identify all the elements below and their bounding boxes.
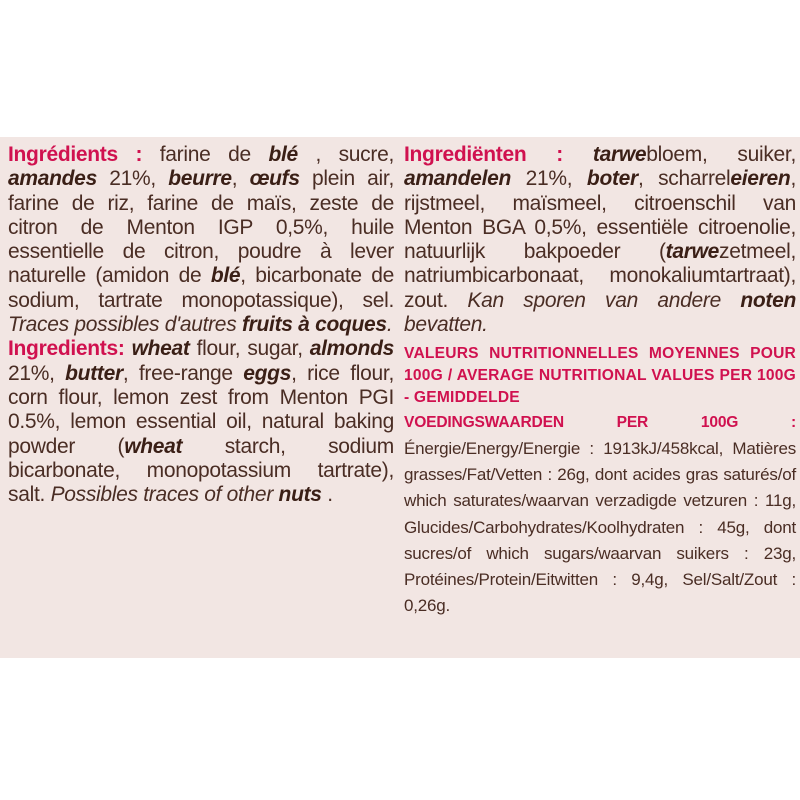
ingredients-en: Ingredients: wheat flour, sugar, almonds 21%, butter, free-range eggs, rice flour, corn flour, lemon zest from Menton PGI 0.5%, lemon essential oil, natural baking powder (wheat starch, sodium bicarbonate, monopotassium tartrate), salt. Possibles traces of other nuts .	[8, 337, 394, 507]
traces-note: Traces possibles d'autres	[8, 313, 242, 337]
allergen-nuts: nuts	[278, 483, 322, 507]
ingredients-nl: Ingrediënten : tarwebloem, suiker, amandelen 21%, boter, scharreleieren, rijstmeel, maïsmeel, citroenschil van Menton BGA 0,5%, essentiële citroenolie, natuurlijk bakpoeder (tarwezetmeel, natriumbicarbonaat, monokaliumtartraat), zout. Kan sporen van andere noten bevatten.	[404, 143, 797, 337]
allergen-eggs: eieren	[730, 167, 791, 191]
allergen-butter: beurre	[168, 167, 232, 191]
allergen-wheat: blé	[210, 264, 241, 288]
allergen-wheat: tarwe	[592, 143, 647, 166]
allergen-nuts: noten	[740, 288, 796, 312]
ingredients-fr-heading: Ingrédients :	[8, 143, 143, 166]
allergen-wheat: tarwe	[665, 240, 720, 264]
allergen-wheat: wheat	[124, 434, 183, 458]
nutrition-values	[404, 409, 796, 619]
allergen-wheat: blé	[268, 143, 298, 166]
traces-note: Possibles traces of other	[50, 483, 279, 507]
ingredients-nl-heading: Ingrediënten :	[404, 143, 564, 166]
ingredients-en-heading: Ingredients:	[8, 337, 125, 361]
right-column	[404, 143, 796, 620]
allergen-nuts: fruits à coques	[241, 313, 387, 337]
allergen-almonds: almonds	[309, 337, 394, 361]
allergen-eggs: eggs	[243, 361, 292, 385]
nutrition-text: Énergie/Energy/Energie : 1913kJ/458kcal, Matières grasses/Fat/Vetten : 26g, dont acides gras saturés/of which saturates/waarvan verzadigde vetzuren : 11g, Glucides/Carbohydrates/Koolhydraten : 45g, dont sucres/of which sugars/waarvan suikers : 23g, Protéines/Protein/Eitwitten : 9,4g, Sel/Salt/Zout : 0,26g.	[404, 438, 796, 616]
allergen-butter: boter	[586, 167, 638, 191]
nutrition-subheading: VOEDINGSWAARDEN PER 100G :	[404, 414, 796, 432]
nutrition-heading: VALEURS NUTRITIONNELLES MOYENNES POUR 100G / AVERAGE NUTRITIONAL VALUES PER 100G - GEMIDDELDE	[404, 345, 796, 407]
allergen-butter: butter	[65, 361, 123, 385]
left-column	[8, 143, 394, 507]
ingredients-fr: Ingrédients : farine de blé , sucre, amandes 21%, beurre, œufs plein air, farine de riz, farine de maïs, zeste de citron de Menton IGP 0,5%, huile essentielle de citron, poudre à lever naturelle (amidon de blé, bicarbonate de sodium, tartrate monopotassique), sel. Traces possibles d'autres fruits à coques.	[8, 143, 394, 337]
allergen-almonds: amandes	[8, 167, 97, 191]
traces-note: Kan sporen van andere	[467, 288, 741, 312]
allergen-wheat: wheat	[131, 337, 190, 361]
allergen-eggs: œufs	[249, 167, 300, 191]
allergen-almonds: amandelen	[404, 167, 512, 191]
